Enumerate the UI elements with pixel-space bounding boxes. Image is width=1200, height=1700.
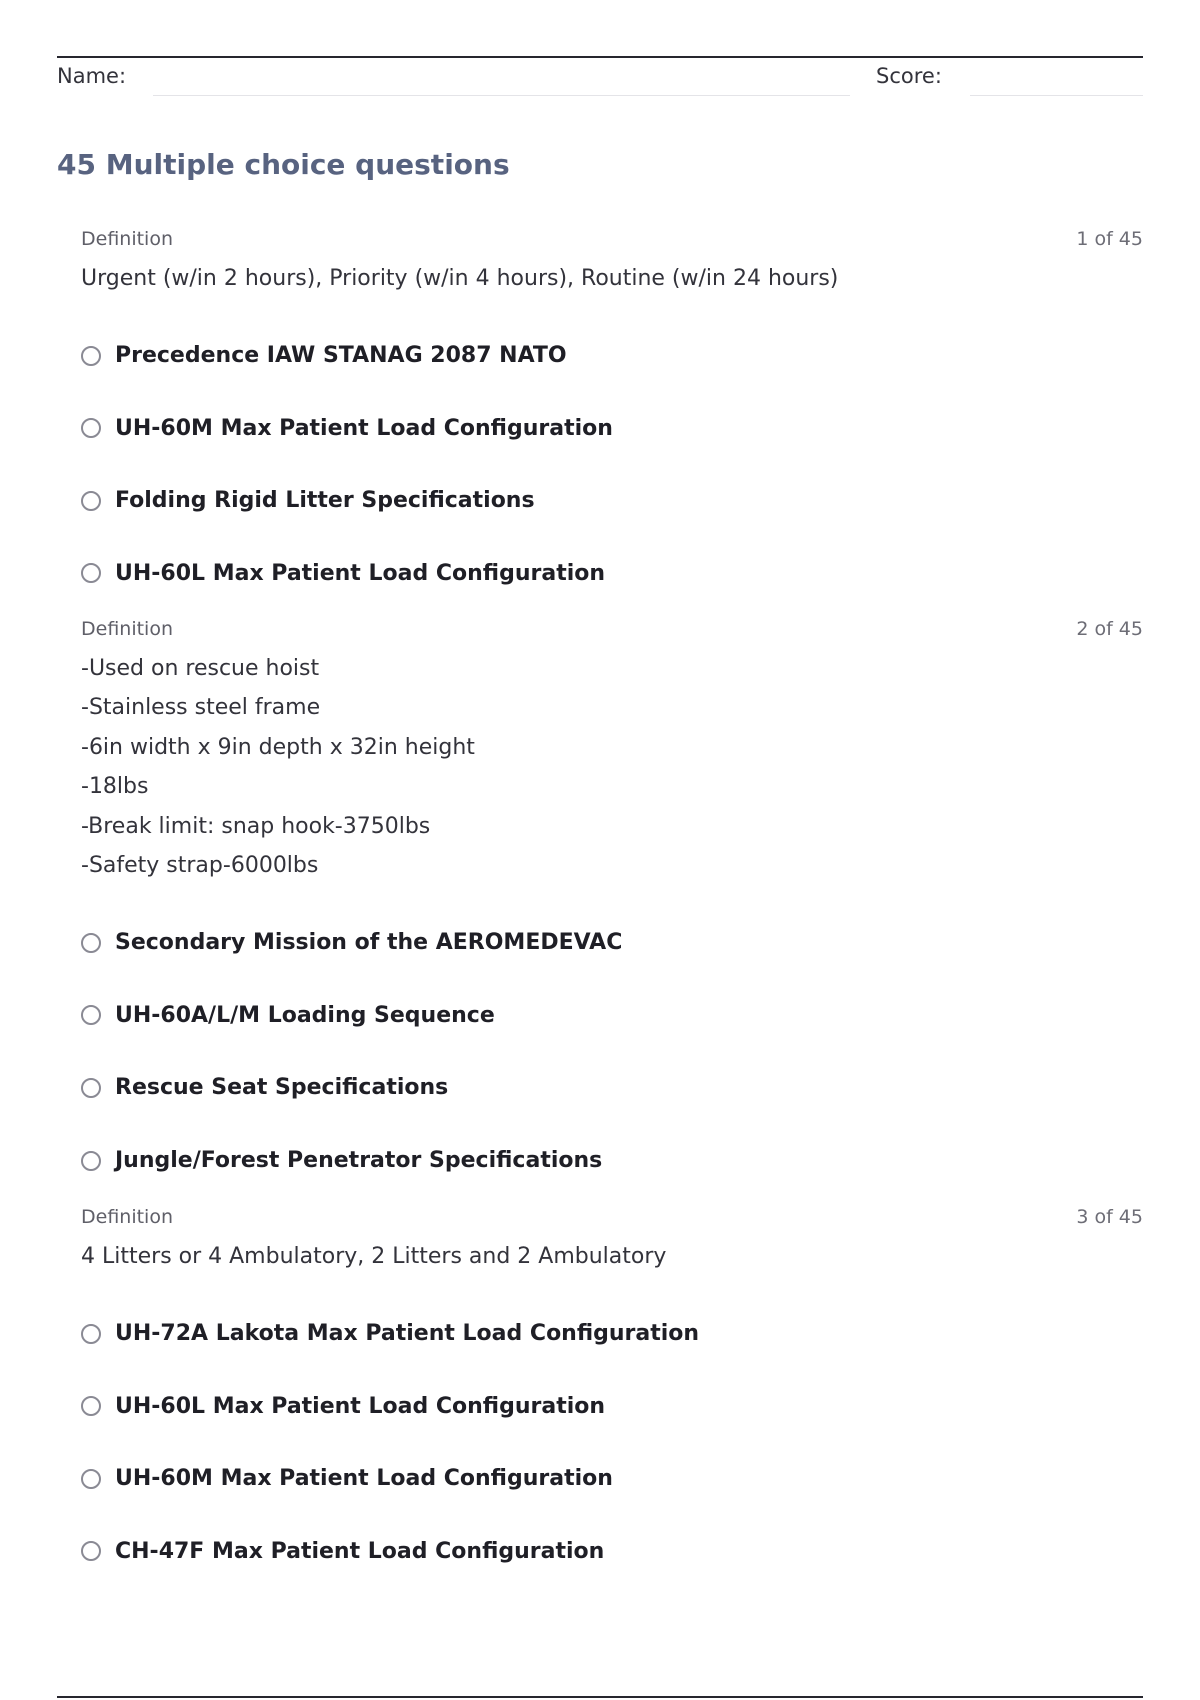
radio-button[interactable] <box>81 1005 101 1025</box>
answer-option-label[interactable]: UH-72A Lakota Max Patient Load Configuration <box>115 1321 700 1347</box>
radio-button[interactable] <box>81 1324 101 1344</box>
radio-button[interactable] <box>81 346 101 366</box>
answer-option[interactable] <box>81 979 1143 1052</box>
definition-text: -Break limit: snap hook-3750lbs <box>81 813 431 839</box>
answer-option-label[interactable]: Precedence IAW STANAG 2087 NATO <box>115 343 567 369</box>
radio-button[interactable] <box>81 418 101 438</box>
definition-text: -Stainless steel frame <box>81 695 321 721</box>
answer-option-label[interactable]: UH-60A/L/M Loading Sequence <box>115 1002 495 1028</box>
answer-option[interactable] <box>81 1443 1143 1516</box>
answer-options <box>81 1297 1143 1587</box>
answer-option-label[interactable]: CH-47F Max Patient Load Configuration <box>115 1538 605 1564</box>
definition-text: Urgent (w/in 2 hours), Priority (w/in 4 hours), Routine (w/in 24 hours) <box>81 266 839 291</box>
answer-option-label[interactable]: Secondary Mission of the AEROMEDEVAC <box>115 930 623 956</box>
radio-button[interactable] <box>81 1396 101 1416</box>
radio-button[interactable] <box>81 1541 101 1561</box>
radio-button[interactable] <box>81 491 101 511</box>
definition-label: Definition <box>81 228 174 250</box>
answer-option[interactable] <box>81 1124 1143 1197</box>
answer-option-label[interactable]: UH-60M Max Patient Load Configuration <box>115 1466 613 1492</box>
question-2 <box>81 618 1143 1197</box>
top-rule <box>57 56 1143 58</box>
definition-text: -18lbs <box>81 774 149 800</box>
question-counter: 1 of 45 <box>1076 228 1143 250</box>
definition-text: -Used on rescue hoist <box>81 656 320 681</box>
answer-options <box>81 906 1143 1196</box>
answer-option[interactable] <box>81 319 1143 392</box>
name-field[interactable] <box>153 95 850 96</box>
answer-option[interactable] <box>81 906 1143 979</box>
answer-option[interactable] <box>81 1370 1143 1443</box>
answer-option-label[interactable]: UH-60M Max Patient Load Configuration <box>115 415 613 441</box>
question-3 <box>81 1206 1143 1588</box>
answer-options <box>81 319 1143 609</box>
score-field[interactable] <box>970 95 1143 96</box>
radio-button[interactable] <box>81 933 101 953</box>
answer-option[interactable] <box>81 465 1143 538</box>
answer-option-label[interactable]: UH-60L Max Patient Load Configuration <box>115 560 606 586</box>
answer-option-label[interactable]: UH-60L Max Patient Load Configuration <box>115 1393 606 1419</box>
question-counter: 2 of 45 <box>1076 618 1143 640</box>
definition-text: 4 Litters or 4 Ambulatory, 2 Litters and 2 Ambulatory <box>81 1244 667 1269</box>
question-1 <box>81 228 1143 610</box>
answer-option[interactable] <box>81 1515 1143 1588</box>
quiz-title: 45 Multiple choice questions <box>57 148 510 181</box>
definition-text: -6in width x 9in depth x 32in height <box>81 734 475 760</box>
definition-label: Definition <box>81 618 174 640</box>
answer-option[interactable] <box>81 1052 1143 1125</box>
radio-button[interactable] <box>81 1469 101 1489</box>
answer-option-label[interactable]: Rescue Seat Specifications <box>115 1075 449 1101</box>
radio-button[interactable] <box>81 1078 101 1098</box>
answer-option[interactable] <box>81 1297 1143 1370</box>
bottom-rule <box>57 1696 1143 1698</box>
question-counter: 3 of 45 <box>1076 1206 1143 1228</box>
name-label: Name: <box>57 64 127 88</box>
score-label: Score: <box>876 64 942 88</box>
answer-option-label[interactable]: Folding Rigid Litter Specifications <box>115 488 535 514</box>
answer-option[interactable] <box>81 537 1143 610</box>
definition-label: Definition <box>81 1206 174 1228</box>
definition-text: -Safety strap-6000lbs <box>81 853 319 879</box>
answer-option-label[interactable]: Jungle/Forest Penetrator Specifications <box>115 1148 603 1174</box>
radio-button[interactable] <box>81 563 101 583</box>
answer-option[interactable] <box>81 392 1143 465</box>
radio-button[interactable] <box>81 1151 101 1171</box>
